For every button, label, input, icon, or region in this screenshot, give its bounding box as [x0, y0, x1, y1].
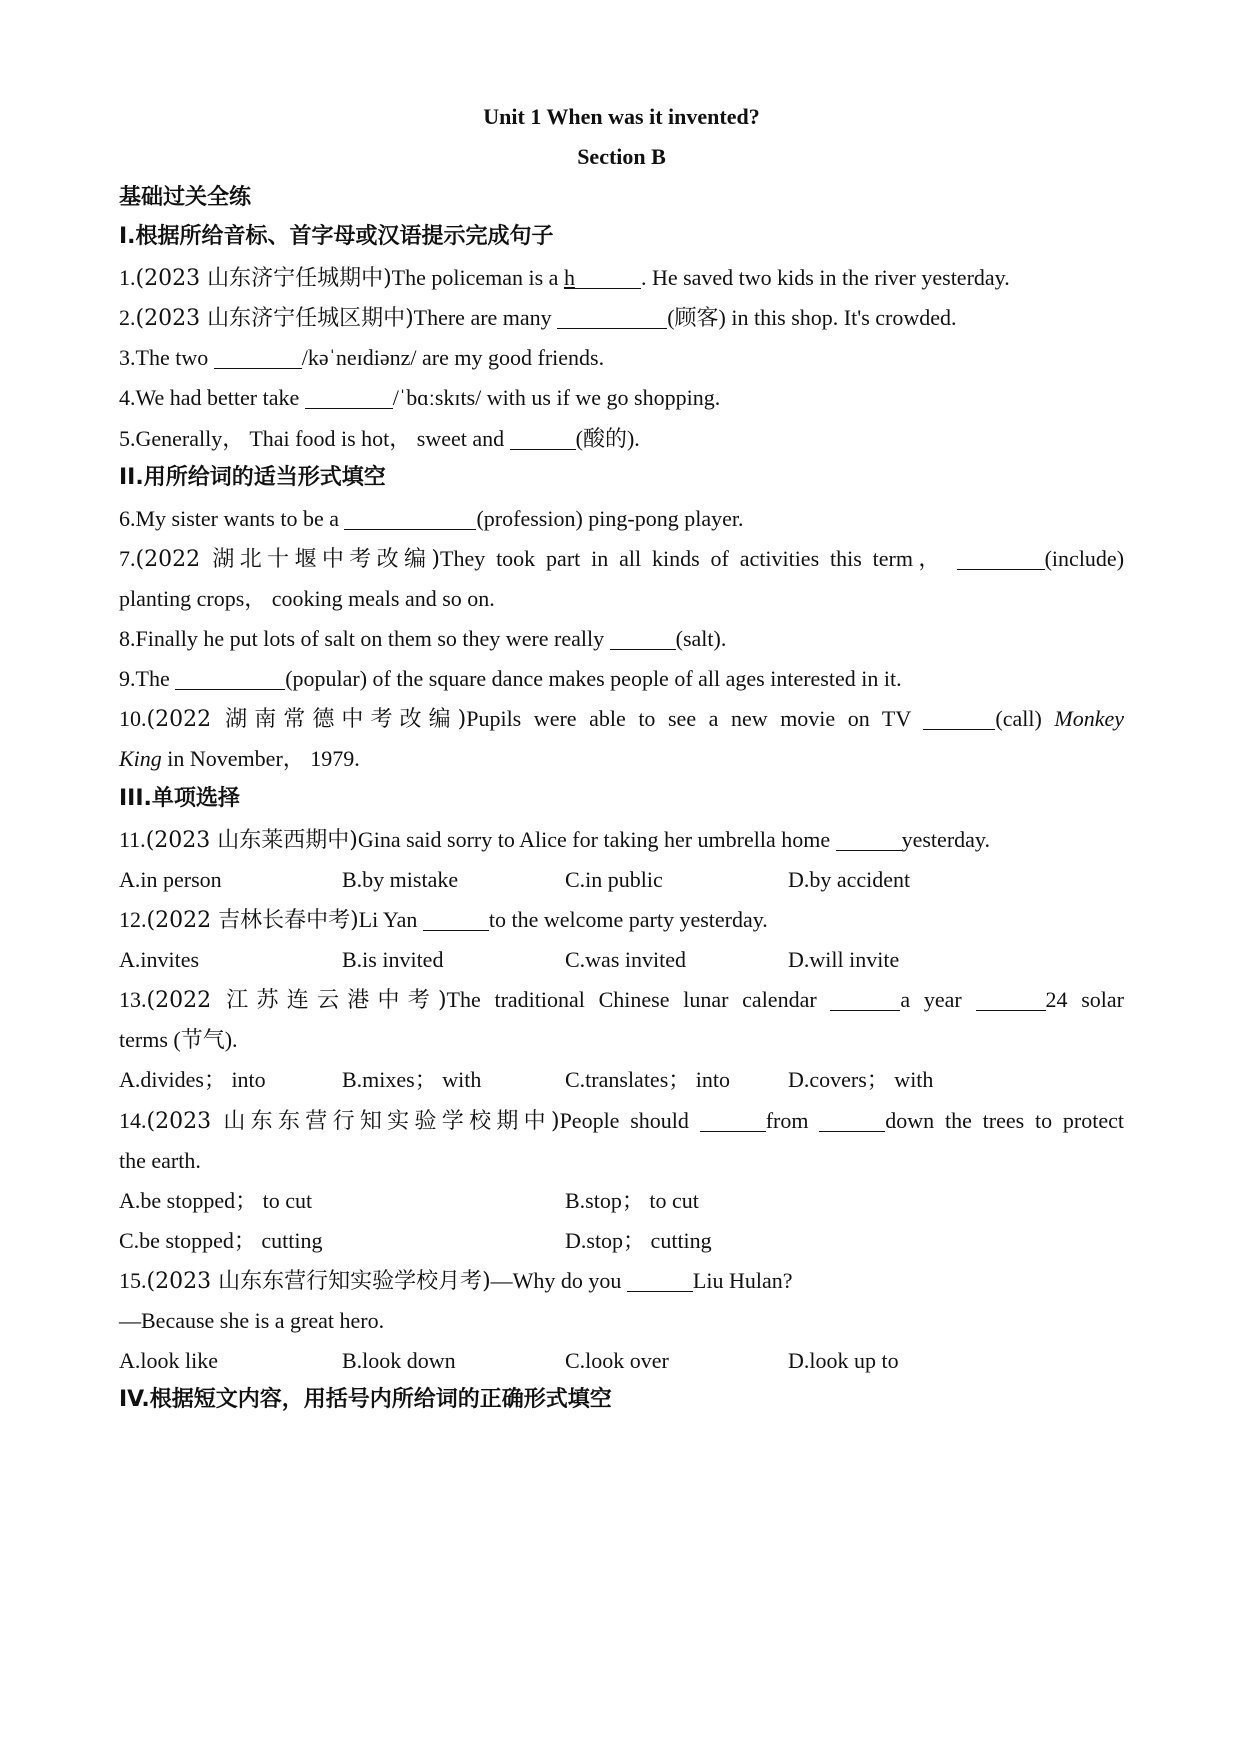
answer-blank[interactable]: h — [563, 265, 575, 290]
question-7-continued: planting crops， cooking meals and so on. — [119, 586, 495, 611]
answer-blank[interactable] — [214, 346, 302, 369]
option-b[interactable]: B.is invited — [342, 947, 444, 972]
answer-blank[interactable] — [957, 547, 1045, 570]
question-5: 5.Generally， Thai food is hot， sweet and (酸的). — [119, 426, 640, 451]
question-10: 10.(2022 湖南常德中考改编)Pupils were able to see a new movie on TV (call) Monkey — [119, 706, 1125, 732]
section-label: 基础过关全练 — [119, 185, 252, 210]
question-6: 6.My sister wants to be a (profession) ping-pong player. — [119, 506, 744, 531]
answer-blank[interactable] — [610, 627, 676, 650]
question-14-continued: the earth. — [119, 1148, 201, 1173]
answer-blank[interactable] — [423, 908, 489, 931]
option-c[interactable]: C.be stopped； cutting — [119, 1228, 323, 1253]
option-a[interactable]: A.be stopped； to cut — [119, 1188, 313, 1213]
question-13: 13.(2022 江苏连云港中考)The traditional Chinese lunar calendar a year 24 solar — [119, 987, 1124, 1013]
option-c[interactable]: C.in public — [565, 867, 663, 892]
answer-blank[interactable] — [305, 386, 393, 409]
question-14: 14.(2023 山东东营行知实验学校期中)People should from down the trees to protect — [119, 1108, 1124, 1134]
answer-blank[interactable] — [575, 266, 641, 289]
question-8: 8.Finally he put lots of salt on them so they were really (salt). — [119, 626, 727, 651]
question-12: 12.(2022 吉林长春中考)Li Yan to the welcome party yesterday. — [119, 907, 768, 933]
option-b[interactable]: B.mixes； with — [342, 1067, 482, 1092]
option-b[interactable]: B.look down — [342, 1348, 456, 1373]
option-d[interactable]: D.covers； with — [788, 1067, 934, 1092]
question-9: 9.The (popular) of the square dance makes people of all ages interested in it. — [119, 666, 902, 691]
part3-heading: III.单项选择 — [119, 786, 240, 811]
section-title: Section B — [577, 144, 666, 169]
option-d[interactable]: D.will invite — [788, 947, 900, 972]
answer-blank[interactable] — [836, 828, 902, 851]
question-11: 11.(2023 山东莱西期中)Gina said sorry to Alice for taking her umbrella home yesterday. — [119, 827, 990, 853]
part2-heading: II.用所给词的适当形式填空 — [119, 465, 386, 490]
part1-heading: I.根据所给音标、首字母或汉语提示完成句子 — [119, 224, 554, 249]
option-d[interactable]: D.stop； cutting — [565, 1228, 712, 1253]
option-c[interactable]: C.look over — [565, 1348, 669, 1373]
question-3: 3.The two /kəˈneɪdiənz/ are my good friends. — [119, 345, 605, 370]
question-13-continued: terms (节气). — [119, 1027, 238, 1052]
option-b[interactable]: B.by mistake — [342, 867, 459, 892]
option-a[interactable]: A.in person — [119, 867, 222, 892]
option-d[interactable]: D.by accident — [788, 867, 911, 892]
answer-blank[interactable] — [923, 707, 995, 730]
question-1: 1.(2023 山东济宁任城期中)The policeman is a h . He saved two kids in the river yesterday. — [119, 265, 1010, 291]
answer-blank[interactable] — [510, 427, 576, 450]
answer-blank[interactable] — [557, 306, 667, 329]
option-c[interactable]: C.translates； into — [565, 1067, 730, 1092]
option-b[interactable]: B.stop； to cut — [565, 1188, 699, 1213]
question-10-continued: King in November， 1979. — [119, 746, 360, 771]
option-a[interactable]: A.invites — [119, 947, 200, 972]
answer-blank[interactable] — [175, 667, 285, 690]
question-15: 15.(2023 山东东营行知实验学校月考)—Why do you Liu Hulan? — [119, 1268, 793, 1294]
option-a[interactable]: A.divides； into — [119, 1067, 266, 1092]
option-d[interactable]: D.look up to — [788, 1348, 899, 1373]
answer-blank[interactable] — [700, 1109, 766, 1132]
unit-title: Unit 1 When was it invented? — [483, 104, 760, 129]
option-c[interactable]: C.was invited — [565, 947, 686, 972]
answer-blank[interactable] — [830, 988, 900, 1011]
answer-blank[interactable] — [344, 507, 476, 530]
question-15-response: —Because she is a great hero. — [119, 1308, 385, 1333]
part4-heading: IV.根据短文内容，用括号内所给词的正确形式填空 — [119, 1387, 612, 1412]
option-a[interactable]: A.look like — [119, 1348, 218, 1373]
question-4: 4.We had better take /ˈbɑːskɪts/ with us if we go shopping. — [119, 385, 721, 410]
answer-blank[interactable] — [627, 1269, 693, 1292]
answer-blank[interactable] — [819, 1109, 885, 1132]
answer-blank[interactable] — [976, 988, 1046, 1011]
question-2: 2.(2023 山东济宁任城区期中)There are many (顾客) in this shop. It's crowded. — [119, 305, 957, 331]
question-7: 7.(2022 湖北十堰中考改编)They took part in all kinds of activities this term， (include) — [119, 546, 1125, 572]
